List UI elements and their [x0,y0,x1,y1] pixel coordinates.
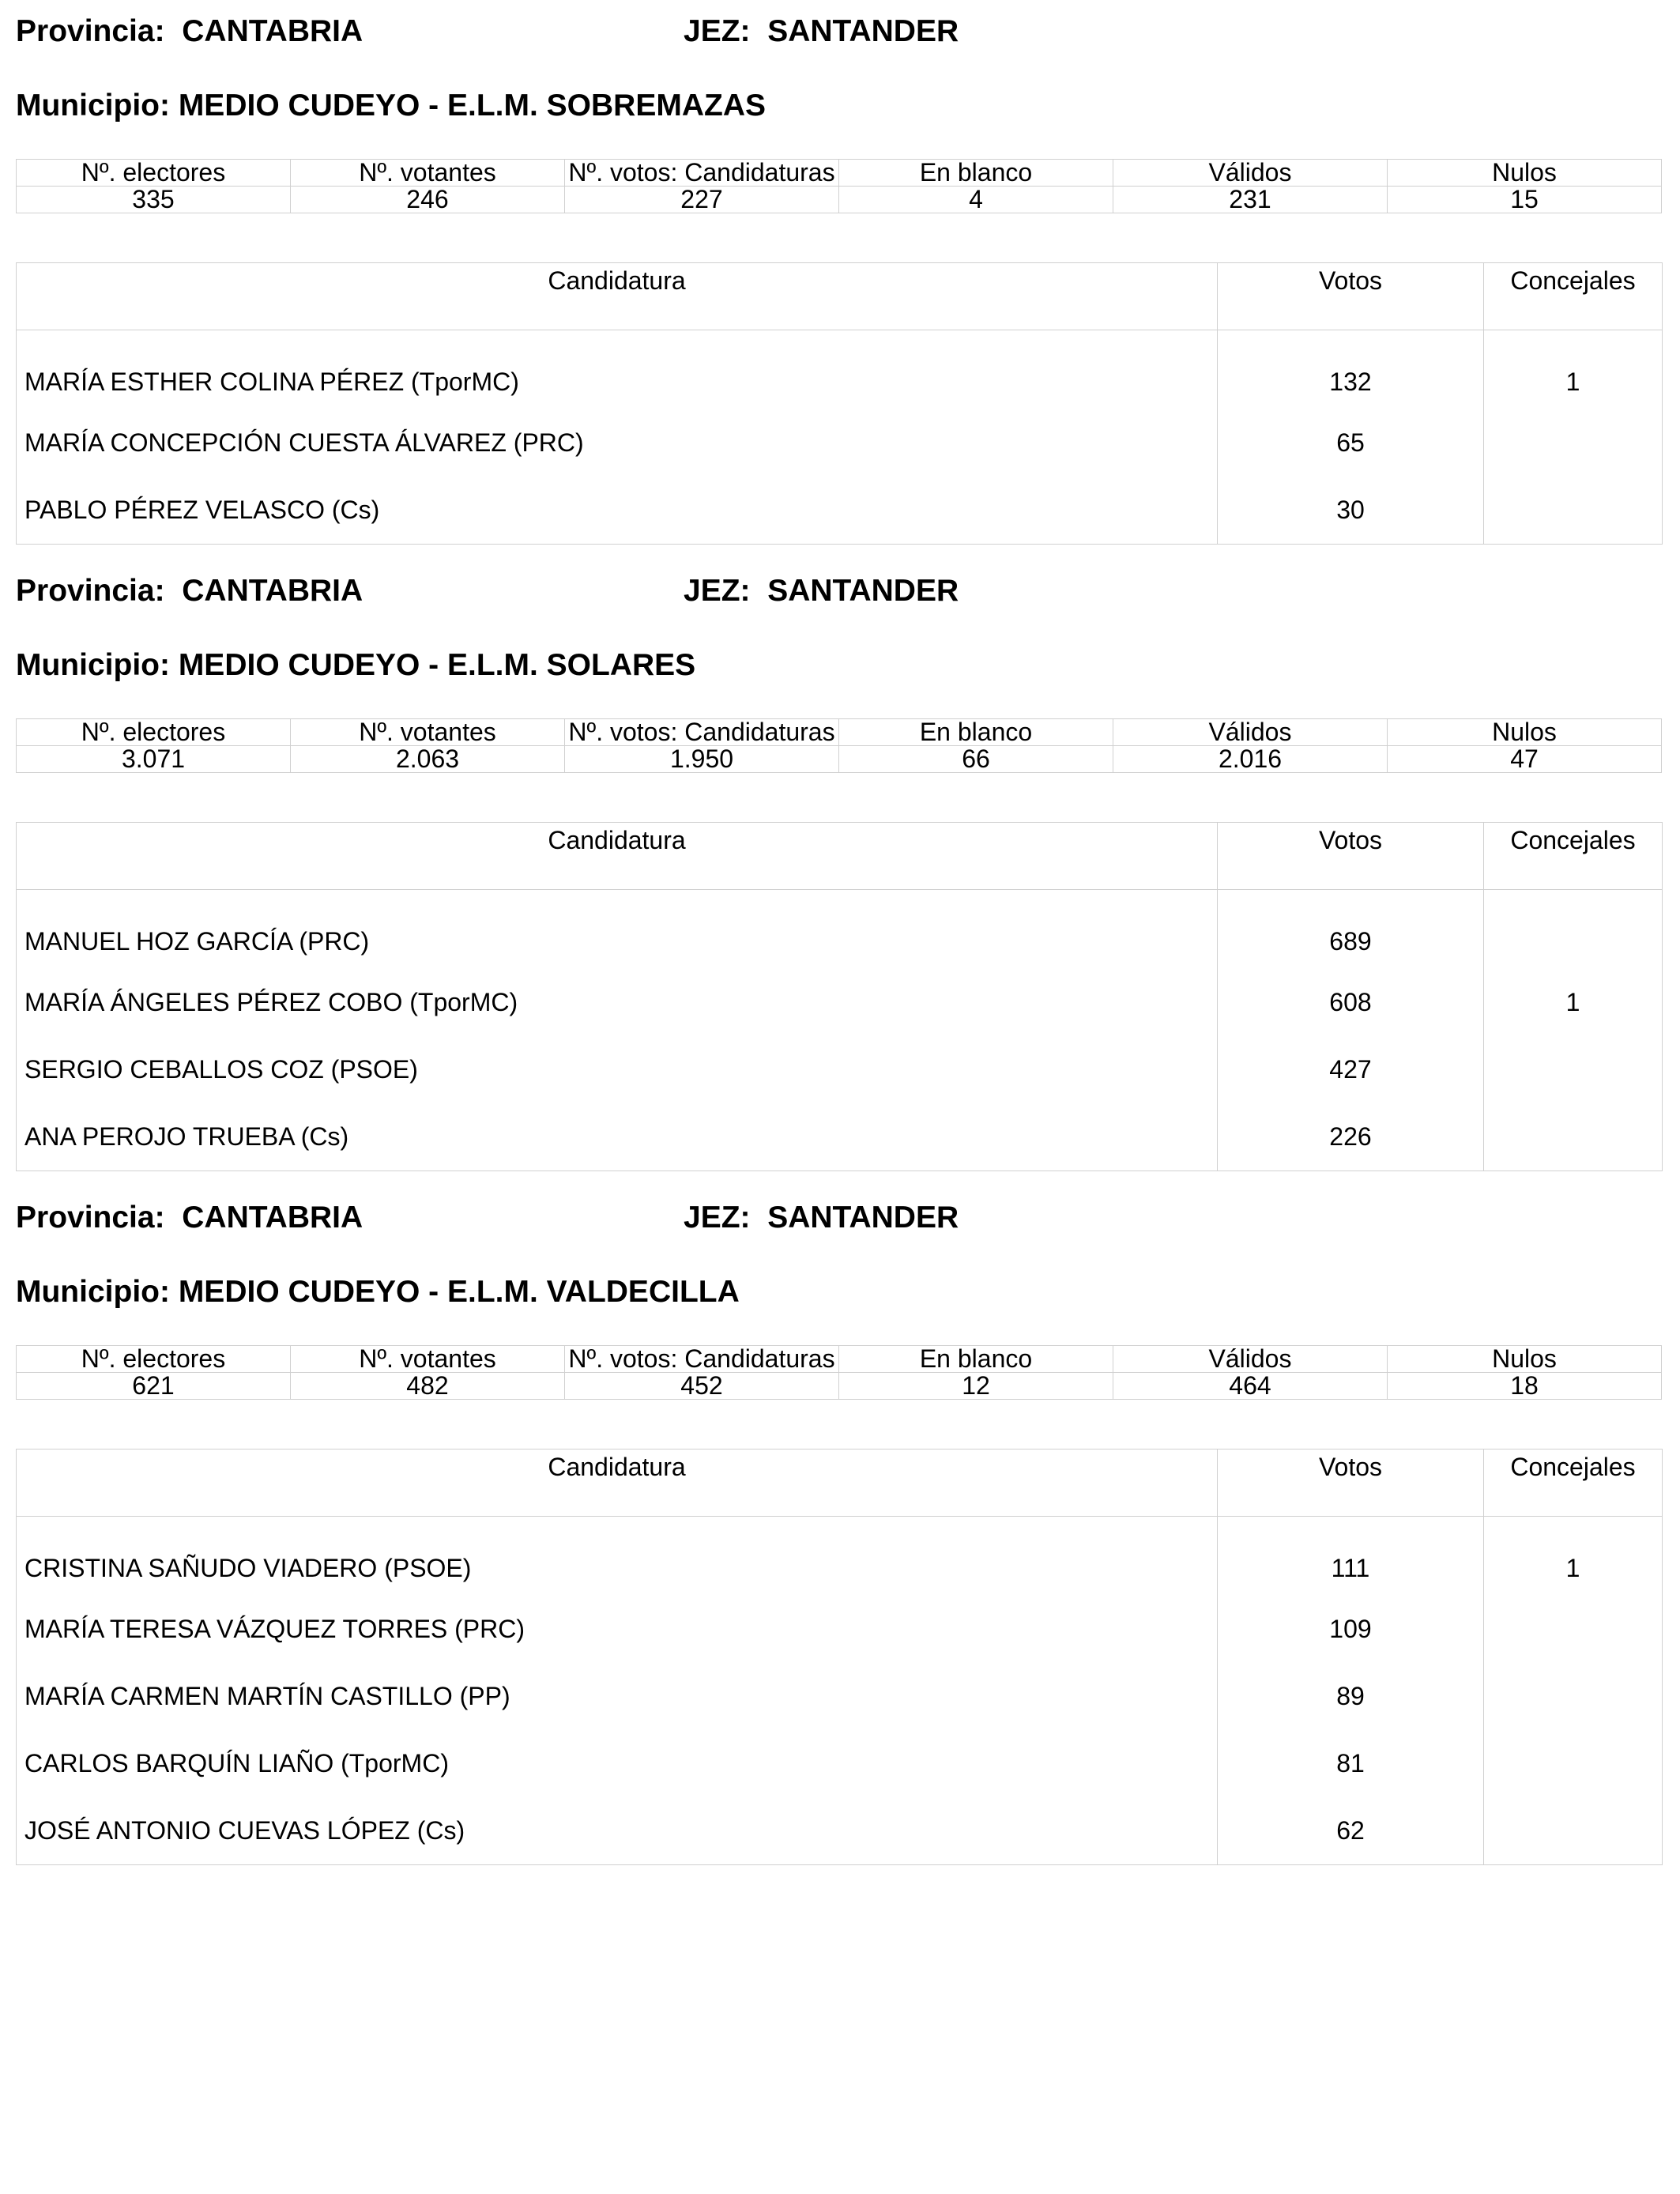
candidate-concejales [1484,1797,1663,1865]
candidate-votos: 226 [1218,1103,1484,1171]
stats-header: Nº. votantes [291,160,565,187]
municipio-line [16,89,766,123]
stats-value: 621 [17,1373,291,1400]
stats-value: 2.016 [1113,746,1388,773]
stats-value: 246 [291,187,565,213]
votos-header: Votos [1218,823,1484,890]
stats-value: 2.063 [291,746,565,773]
candidate-votos: 132 [1218,330,1484,410]
table-row [17,969,1663,1036]
candidates-header-row [17,263,1663,330]
stats-header-row [17,719,1662,746]
stats-value-row [17,746,1662,773]
stats-value: 335 [17,187,291,213]
stats-value: 464 [1113,1373,1388,1400]
jez-value: SANTANDER [767,14,959,48]
candidate-name: MARÍA CARMEN MARTÍN CASTILLO (PP) [17,1663,1218,1730]
concejales-header: Concejales [1484,823,1663,890]
stats-header: Nº. electores [17,719,291,746]
candidate-votos: 81 [1218,1730,1484,1797]
table-row [17,1663,1663,1730]
municipio-value: MEDIO CUDEYO - E.L.M. SOBREMAZAS [178,89,767,123]
municipio-line [16,1275,740,1310]
stats-header: Válidos [1113,160,1388,187]
candidate-name: ANA PEROJO TRUEBA (Cs) [17,1103,1218,1171]
stats-header: Válidos [1113,719,1388,746]
candidate-votos: 111 [1218,1517,1484,1596]
stats-header: Nº. votos: Candidaturas [565,1346,839,1373]
jez-label: JEZ: [684,14,751,48]
table-row [17,890,1663,970]
candidate-concejales [1484,1730,1663,1797]
candidatura-header: Candidatura [17,823,1218,890]
stats-value-row [17,187,1662,213]
candidate-votos: 65 [1218,409,1484,477]
table-row [17,1596,1663,1663]
stats-value-row [17,1373,1662,1400]
candidates-header-row [17,823,1663,890]
candidates-table [16,1449,1663,1865]
stats-value: 231 [1113,187,1388,213]
provincia-label: Provincia: [16,574,165,608]
table-row [17,1517,1663,1596]
candidate-concejales: 1 [1484,330,1663,410]
stats-header: Nº. votos: Candidaturas [565,160,839,187]
candidates-header-row [17,1449,1663,1517]
candidatura-header: Candidatura [17,1449,1218,1517]
jez-value: SANTANDER [767,574,959,608]
candidate-name: SERGIO CEBALLOS COZ (PSOE) [17,1036,1218,1103]
table-row [17,1797,1663,1865]
votos-header: Votos [1218,1449,1484,1517]
stats-header-row [17,1346,1662,1373]
municipio-label: Municipio: [16,89,170,123]
concejales-header: Concejales [1484,263,1663,330]
candidate-concejales [1484,409,1663,477]
stats-header: En blanco [839,1346,1113,1373]
concejales-header: Concejales [1484,1449,1663,1517]
candidate-votos: 62 [1218,1797,1484,1865]
candidate-votos: 109 [1218,1596,1484,1663]
candidate-name: MANUEL HOZ GARCÍA (PRC) [17,890,1218,970]
stats-header-row [17,160,1662,187]
stats-header: En blanco [839,719,1113,746]
stats-table [16,718,1662,773]
candidate-name: CARLOS BARQUÍN LIAÑO (TporMC) [17,1730,1218,1797]
jez-label: JEZ: [684,574,751,608]
municipio-line [16,648,695,683]
stats-value: 15 [1388,187,1662,213]
votos-header: Votos [1218,263,1484,330]
jez-line [684,1201,959,1235]
candidate-votos: 427 [1218,1036,1484,1103]
candidate-votos: 689 [1218,890,1484,970]
candidate-votos: 30 [1218,477,1484,545]
stats-value: 3.071 [17,746,291,773]
candidate-name: MARÍA ÁNGELES PÉREZ COBO (TporMC) [17,969,1218,1036]
municipio-label: Municipio: [16,1275,170,1309]
candidate-name: CRISTINA SAÑUDO VIADERO (PSOE) [17,1517,1218,1596]
candidate-concejales [1484,1596,1663,1663]
municipio-label: Municipio: [16,648,170,682]
candidate-name: MARÍA TERESA VÁZQUEZ TORRES (PRC) [17,1596,1218,1663]
stats-header: Nº. votantes [291,1346,565,1373]
stats-value: 47 [1388,746,1662,773]
candidate-concejales [1484,1036,1663,1103]
municipio-value: MEDIO CUDEYO - E.L.M. SOLARES [178,648,696,682]
stats-header: Nº. votos: Candidaturas [565,719,839,746]
candidate-concejales: 1 [1484,969,1663,1036]
candidate-name: JOSÉ ANTONIO CUEVAS LÓPEZ (Cs) [17,1797,1218,1865]
stats-header: Válidos [1113,1346,1388,1373]
candidate-votos: 89 [1218,1663,1484,1730]
candidate-concejales: 1 [1484,1517,1663,1596]
provincia-label: Provincia: [16,1201,165,1235]
provincia-label: Provincia: [16,14,165,48]
stats-value: 482 [291,1373,565,1400]
jez-line [684,574,959,609]
stats-header: Nº. electores [17,160,291,187]
provincia-value: CANTABRIA [182,1201,363,1235]
table-row [17,409,1663,477]
candidate-votos: 608 [1218,969,1484,1036]
candidate-name: MARÍA ESTHER COLINA PÉREZ (TporMC) [17,330,1218,410]
candidate-name: MARÍA CONCEPCIÓN CUESTA ÁLVAREZ (PRC) [17,409,1218,477]
candidate-concejales [1484,1663,1663,1730]
stats-header: Nº. votantes [291,719,565,746]
table-row [17,1103,1663,1171]
stats-value: 4 [839,187,1113,213]
jez-label: JEZ: [684,1201,751,1235]
stats-header: Nulos [1388,719,1662,746]
candidate-concejales [1484,890,1663,970]
provincia-value: CANTABRIA [182,574,363,608]
table-row [17,1730,1663,1797]
stats-table [16,1345,1662,1400]
provincia-line [16,14,363,49]
candidate-concejales [1484,477,1663,545]
table-row [17,477,1663,545]
stats-value: 1.950 [565,746,839,773]
stats-value: 66 [839,746,1113,773]
stats-value: 227 [565,187,839,213]
table-row [17,1036,1663,1103]
stats-header: En blanco [839,160,1113,187]
candidates-table [16,262,1663,545]
municipio-value: MEDIO CUDEYO - E.L.M. VALDECILLA [178,1275,740,1309]
provincia-line [16,574,363,609]
jez-line [684,14,959,49]
stats-value: 12 [839,1373,1113,1400]
provincia-value: CANTABRIA [182,14,363,48]
candidate-concejales [1484,1103,1663,1171]
jez-value: SANTANDER [767,1201,959,1235]
provincia-line [16,1201,363,1235]
stats-table [16,159,1662,213]
stats-value: 18 [1388,1373,1662,1400]
candidates-table [16,822,1663,1171]
stats-header: Nº. electores [17,1346,291,1373]
candidatura-header: Candidatura [17,263,1218,330]
candidate-name: PABLO PÉREZ VELASCO (Cs) [17,477,1218,545]
stats-value: 452 [565,1373,839,1400]
table-row [17,330,1663,410]
stats-header: Nulos [1388,1346,1662,1373]
stats-header: Nulos [1388,160,1662,187]
